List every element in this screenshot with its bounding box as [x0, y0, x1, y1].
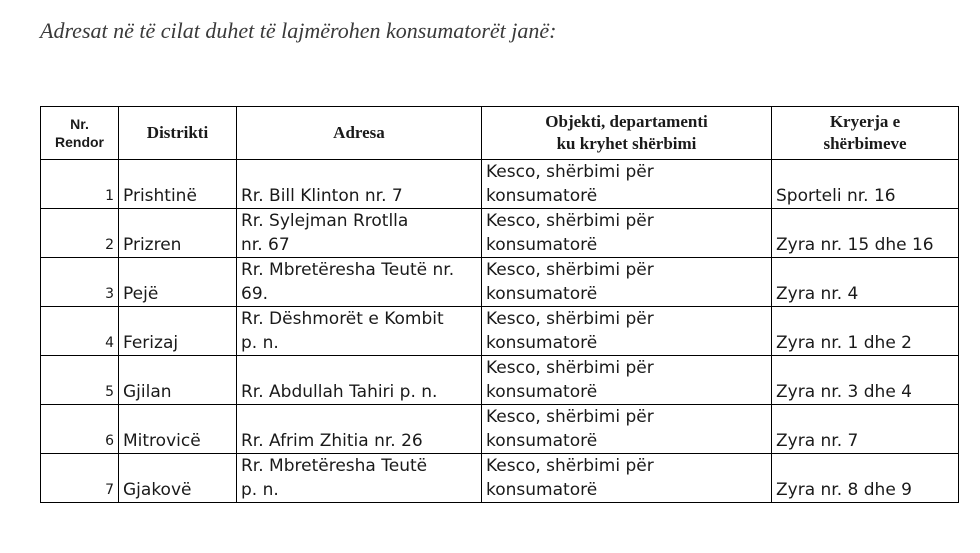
address-line2: 69.	[241, 284, 269, 304]
dept-line1: Kesco, shërbimi për	[486, 309, 654, 329]
row-department	[482, 307, 772, 356]
dept-line1: Kesco, shërbimi për	[486, 456, 654, 476]
row-address	[237, 307, 482, 356]
row-department	[482, 258, 772, 307]
address-line1	[241, 356, 477, 380]
header-nr-line1: Nr.	[70, 116, 89, 132]
header-district: Distrikti	[119, 107, 237, 160]
dept-line2: konsumatorë	[486, 333, 598, 353]
service-addresses-table	[40, 106, 959, 503]
row-address	[237, 258, 482, 307]
header-service-line1: Kryerja e	[829, 112, 901, 131]
row-department	[482, 160, 772, 209]
row-service: Zyra nr. 4	[772, 258, 959, 307]
row-district: Mitrovicë	[119, 405, 237, 454]
row-department	[482, 405, 772, 454]
row-service: Zyra nr. 8 dhe 9	[772, 454, 959, 503]
address-line2: nr. 67	[241, 235, 290, 255]
header-department	[482, 107, 772, 160]
row-department	[482, 356, 772, 405]
row-department	[482, 454, 772, 503]
header-dept-line1: Objekti, departamenti	[545, 112, 708, 131]
dept-line2: konsumatorë	[486, 480, 598, 500]
table-header-row	[41, 107, 959, 160]
table-row	[41, 454, 959, 503]
header-nr-rendor	[41, 107, 119, 160]
header-service	[772, 107, 959, 160]
row-address	[237, 160, 482, 209]
dept-line2: konsumatorë	[486, 431, 598, 451]
row-service: Zyra nr. 3 dhe 4	[772, 356, 959, 405]
row-district: Gjilan	[119, 356, 237, 405]
row-address	[237, 356, 482, 405]
row-district: Prishtinë	[119, 160, 237, 209]
row-address	[237, 405, 482, 454]
row-number: 6	[41, 405, 119, 454]
row-department	[482, 209, 772, 258]
address-line2: Rr. Bill Klinton nr. 7	[241, 186, 403, 206]
address-line2: p. n.	[241, 480, 279, 500]
address-line1: Rr. Dëshmorët e Kombit	[241, 309, 444, 329]
header-address: Adresa	[237, 107, 482, 160]
row-number: 3	[41, 258, 119, 307]
address-line1	[241, 405, 477, 429]
table-row	[41, 405, 959, 454]
row-district: Pejë	[119, 258, 237, 307]
address-line1	[241, 160, 477, 184]
address-line1: Rr. Mbretëresha Teutë	[241, 456, 428, 476]
table-row	[41, 356, 959, 405]
dept-line1: Kesco, shërbimi për	[486, 162, 654, 182]
row-service: Zyra nr. 7	[772, 405, 959, 454]
address-line1: Rr. Sylejman Rrotlla	[241, 211, 409, 231]
address-line2: Rr. Abdullah Tahiri p. n.	[241, 382, 438, 402]
row-district: Prizren	[119, 209, 237, 258]
table-row	[41, 160, 959, 209]
dept-line1: Kesco, shërbimi për	[486, 358, 654, 378]
row-number: 5	[41, 356, 119, 405]
row-address	[237, 454, 482, 503]
row-number: 1	[41, 160, 119, 209]
dept-line2: konsumatorë	[486, 284, 598, 304]
address-line1: Rr. Mbretëresha Teutë nr.	[241, 260, 455, 280]
header-dept-line2: ku kryhet shërbimi	[556, 134, 697, 153]
dept-line2: konsumatorë	[486, 235, 598, 255]
row-service: Sporteli nr. 16	[772, 160, 959, 209]
dept-line2: konsumatorë	[486, 186, 598, 206]
row-service: Zyra nr. 1 dhe 2	[772, 307, 959, 356]
dept-line1: Kesco, shërbimi për	[486, 407, 654, 427]
table-row	[41, 258, 959, 307]
dept-line1: Kesco, shërbimi për	[486, 211, 654, 231]
header-service-line2: shërbimeve	[823, 134, 907, 153]
address-line2: Rr. Afrim Zhitia nr. 26	[241, 431, 423, 451]
table-row	[41, 307, 959, 356]
row-district: Gjakovë	[119, 454, 237, 503]
dept-line2: konsumatorë	[486, 382, 598, 402]
row-number: 2	[41, 209, 119, 258]
dept-line1: Kesco, shërbimi për	[486, 260, 654, 280]
table-row	[41, 209, 959, 258]
row-number: 4	[41, 307, 119, 356]
intro-heading: Adresat në të cilat duhet të lajmërohen konsumatorët janë:	[40, 18, 557, 43]
address-line2: p. n.	[241, 333, 279, 353]
row-district: Ferizaj	[119, 307, 237, 356]
row-service: Zyra nr. 15 dhe 16	[772, 209, 959, 258]
row-address	[237, 209, 482, 258]
header-nr-line2: Rendor	[55, 134, 104, 150]
row-number: 7	[41, 454, 119, 503]
